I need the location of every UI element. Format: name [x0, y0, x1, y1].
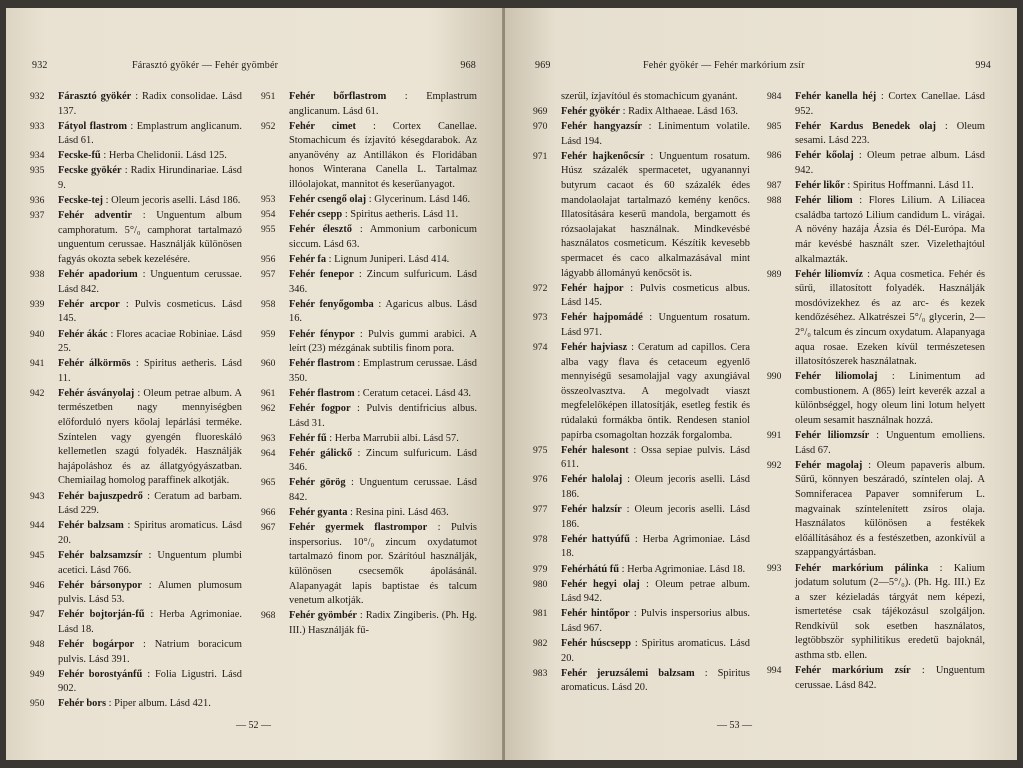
right-page	[505, 8, 1017, 760]
entry-text: : Spiritus aromaticus. Lásd 20.	[58, 520, 242, 546]
entry-text: : Oleum jecoris aselli. Lásd 186.	[561, 474, 750, 501]
entry-number: 962	[261, 402, 276, 414]
dictionary-entry	[30, 357, 242, 386]
entry-number: 932	[30, 91, 45, 102]
entry-text: : Natrium boracicum pulvis. Lásd 391.	[58, 638, 243, 665]
entry-text: : Unguentum emolliens. Lásd 67.	[795, 430, 985, 456]
entry-headword: Fehér jeruzsálemi balzsam	[561, 667, 695, 679]
right-header-title: Fehér gyökér — Fehér markórium zsír	[643, 60, 805, 71]
entry-number: 945	[30, 549, 45, 561]
entry-number: 976	[533, 474, 548, 486]
entry-text: : Alumen plumosum pulvis. Lásd 53.	[58, 579, 242, 606]
entry-text: : Herba Marrubii albi. Lásd 57.	[329, 432, 459, 444]
entry-headword: Fehér bors	[58, 698, 107, 710]
entry-headword: Fehér ásványolaj	[58, 387, 135, 399]
entry-headword: Fehér cimet	[289, 120, 356, 132]
entry-headword: Fehér kőolaj	[795, 150, 854, 162]
entry-number: 943	[30, 490, 45, 502]
entry-number: 935	[30, 165, 45, 177]
entry-text: : Flores Lilium. A Liliacea családba tartozó Lilium candidum L. virágai. A növény hazája Ázsia és Dél-Európa. Ma már kevésbé használt szer. Vizelethajtóul alkalmazták.	[795, 195, 985, 265]
entry-number: 937	[30, 210, 45, 222]
entry-headword: Fehér hegyi olaj	[561, 578, 640, 590]
dictionary-entry	[533, 341, 750, 443]
entry-headword: Fecske gyökér	[58, 165, 122, 177]
right-column-2	[767, 90, 985, 694]
entry-number: 941	[30, 358, 45, 370]
dictionary-entry	[261, 432, 477, 447]
entry-number: 953	[261, 194, 276, 206]
entry-headword: Fátyol flastrom	[58, 120, 128, 132]
dictionary-entry	[261, 521, 477, 609]
entry-number: 989	[767, 268, 782, 280]
entry-text: : Radix Zingiberis. (Ph. Hg. III.) Használják fű-	[289, 610, 477, 636]
entry-text: : Cortex Canellae. Lásd 952.	[795, 91, 985, 117]
entry-number: 994	[767, 665, 782, 677]
dictionary-entry	[533, 105, 750, 120]
dictionary-entry	[767, 268, 985, 370]
entry-number: 954	[261, 209, 276, 221]
entry-text: : Pulvis cosmeticus albus. Lásd 145.	[561, 282, 750, 309]
dictionary-entry	[30, 579, 242, 608]
entry-headword: Fehér likőr	[795, 180, 845, 192]
entry-number: 965	[261, 477, 276, 489]
entry-text: : Zincum sulfuricum. Lásd 346.	[289, 447, 477, 474]
entry-number: 975	[533, 444, 548, 456]
entry-text: : Unguentum rosatum. Lásd 971.	[561, 312, 750, 338]
dictionary-entry	[30, 668, 242, 697]
entry-number: 946	[30, 579, 45, 591]
entry-headword: Fehér görög	[289, 477, 346, 489]
entry-number: 987	[767, 180, 782, 192]
entry-headword: Fehér balzsam	[58, 520, 124, 532]
entry-headword: Fehér fa	[289, 254, 327, 266]
entry-headword: Fehér hajkenőcsír	[561, 150, 645, 162]
entry-headword: Fehér Kardus Benedek olaj	[795, 120, 936, 132]
entry-number: 968	[261, 610, 276, 622]
dictionary-entry	[30, 120, 242, 149]
dictionary-entry	[767, 120, 985, 149]
entry-number: 956	[261, 254, 276, 266]
dictionary-entry	[261, 90, 477, 119]
entry-headword: Fehér gyömbér	[289, 610, 357, 622]
entry-number: 992	[767, 459, 782, 471]
entry-text: : Herba Agrimoniae. Lásd 18.	[58, 609, 242, 635]
dictionary-entry	[261, 223, 477, 252]
entry-headword: Fehér bogárpor	[58, 638, 135, 650]
dictionary-entry	[533, 578, 750, 607]
entry-text: : Agaricus albus. Lásd 16.	[289, 298, 477, 325]
dictionary-entry	[533, 637, 750, 666]
left-header-last-entry: 968	[460, 60, 476, 71]
dictionary-entry	[533, 563, 750, 578]
entry-number: 990	[767, 371, 782, 383]
entry-headword: Fecske-tej	[58, 195, 103, 207]
entry-number: 959	[261, 328, 276, 340]
entry-headword: Fehér bőrflastrom	[289, 91, 387, 102]
dictionary-entry	[767, 664, 985, 693]
dictionary-entry	[767, 370, 985, 428]
entry-headword: Fehérhátú fű	[561, 563, 620, 575]
entry-headword: Fehér fű	[289, 432, 327, 444]
entry-text: : Linimentum volatile. Lásd 194.	[561, 121, 750, 147]
dictionary-entry	[767, 90, 985, 119]
entry-headword: Fehér hattyúfű	[561, 533, 630, 545]
entry-text: : Oleum petrae album. A természetben nagy mennyiségben előforduló nyers kőolaj lepárlási terméke. Színtelen vagy gyengén fluoreskáló kellemetlen szagú folyadék. Használják hajápoláshoz és az állatgyógyászatban. Chemiailag homolog paraffinek alkotják.	[58, 387, 242, 487]
entry-headword: Fehér álkörmös	[58, 358, 131, 370]
dictionary-entry	[261, 328, 477, 357]
entry-text: : Lignum Juniperi. Lásd 414.	[328, 254, 450, 266]
right-header-page-number: 969	[535, 60, 551, 71]
entry-headword: Fehér bojtorján-fű	[58, 609, 145, 621]
entry-number: 936	[30, 195, 45, 207]
left-folio: — 52 —	[236, 720, 271, 731]
entry-number: 966	[261, 507, 276, 519]
entry-number: 942	[30, 387, 45, 399]
entry-headword: Fehér hajpor	[561, 282, 624, 294]
entry-headword: Fehér hangyazsír	[561, 121, 642, 133]
dictionary-entry	[261, 476, 477, 505]
entry-number: 991	[767, 430, 782, 442]
entry-text: : Linimentum ad combustionem. A (865) leírt keverék azzal a különbséggel, hogy oleum lini lotum helyett oleum sesamit használnak hozzá.	[795, 371, 985, 427]
entry-text: : Radix Althaeae. Lásd 163.	[622, 106, 739, 118]
entry-number: 938	[30, 269, 45, 281]
entry-text: : Kalium jodatum solutum (2—5°/₀). (Ph. Hg. III.) Ez a szer kézieladás tárgyát nem képezi, ismertetése csak tájékozásul szolgáljon. Rendkívül sok esetben használatos, legtöbbször syphilitikus eredetű bajoknál, asthma stb. ellen.	[795, 562, 985, 662]
entry-headword: Fehér halolaj	[561, 474, 623, 486]
entry-number: 949	[30, 668, 45, 680]
dictionary-entry	[533, 150, 750, 281]
entry-headword: Fehér halzsír	[561, 504, 622, 516]
dictionary-entry	[533, 282, 750, 311]
entry-number: 940	[30, 328, 45, 340]
dictionary-entry	[30, 164, 242, 193]
entry-text: : Zincum sulfuricum. Lásd 346.	[289, 269, 477, 295]
entry-text: : Unguentum plumbi acetici. Lásd 766.	[58, 549, 242, 576]
entry-number: 964	[261, 447, 276, 459]
entry-headword: Fehér csengő olaj	[289, 194, 367, 206]
entry-text: : Oleum petrae album. Lásd 942.	[561, 578, 750, 605]
dictionary-entry	[261, 609, 477, 638]
dictionary-entry	[261, 402, 477, 431]
entry-number: 972	[533, 282, 548, 294]
entry-text: : Unguentum cerussae. Lásd 842.	[289, 477, 477, 504]
entry-text: : Cortex Canellae. Stomachicum és ízjavító késegdarabok. Az anyanövény az Antillákon és Floridában honos Winterana Canella L. Tartalmaz illóolajokat, mannitot és keserűanyagot.	[289, 120, 477, 191]
entry-headword: Fehér gyökér	[561, 106, 620, 118]
entry-headword: Fehér hajviasz	[561, 342, 628, 354]
dictionary-entry	[261, 193, 477, 208]
dictionary-entry	[30, 490, 242, 519]
entry-text: : Radix Hirundinariae. Lásd 9.	[58, 165, 242, 192]
left-header-page-number: 932	[32, 60, 48, 71]
entry-text: : Aqua cosmetica. Fehér és sűrű, illatosított folyadék. Használják mosdóvizekhez és az arc- és kezek kendőzéséhez. Alkatrészei 5°/₀ glycerin, 2—2°/₀ talcum és zincum oxydatum. Alapanyaga aqua rosae. Ezeken kívül természetesen illatosítószerek használatnak.	[795, 268, 985, 368]
dictionary-entry	[30, 90, 242, 119]
entry-number: 933	[30, 120, 45, 132]
dictionary-entry	[261, 268, 477, 297]
entry-number: 981	[533, 608, 548, 620]
dictionary-entry	[30, 638, 242, 667]
dictionary-entry	[533, 607, 750, 636]
entry-headword: Fehér gyanta	[289, 507, 348, 519]
entry-text: : Glycerinum. Lásd 146.	[368, 194, 471, 206]
entry-number: 993	[767, 562, 782, 574]
entry-headword: Fehér markórium zsír	[795, 665, 911, 677]
entry-headword: Fehér fogpor	[289, 402, 351, 414]
entry-text: : Ceratum ad barbam. Lásd 229.	[58, 490, 242, 517]
entry-number: 960	[261, 358, 276, 370]
entry-number: 963	[261, 432, 276, 444]
entry-number: 944	[30, 520, 45, 532]
entry-number: 983	[533, 667, 548, 679]
entry-headword: Fehér arcpor	[58, 298, 120, 310]
entry-number: 985	[767, 120, 782, 132]
entry-headword: Fehér magolaj	[795, 459, 863, 471]
entry-text: : Pulvis cosmeticus. Lásd 145.	[58, 298, 242, 325]
left-header-title: Fárasztó gyökér — Fehér gyömbér	[132, 60, 279, 71]
dictionary-entry	[533, 473, 750, 502]
right-column-1	[533, 90, 750, 696]
dictionary-entry	[261, 120, 477, 193]
dictionary-entry	[533, 311, 750, 340]
dictionary-entry	[30, 608, 242, 637]
entry-number: 980	[533, 578, 548, 590]
entry-headword: Fehér gálickő	[289, 447, 353, 459]
dictionary-entry	[767, 429, 985, 458]
entry-headword: Fehér flastrom	[289, 387, 355, 399]
entry-headword: Fehér csepp	[289, 209, 343, 221]
dictionary-entry	[30, 328, 242, 357]
entry-headword: Fehér gyermek flastrompor	[289, 522, 428, 534]
entry-text: : Pulvis inspersorius albus. Lásd 967.	[561, 608, 750, 634]
entry-number: 939	[30, 298, 45, 310]
entry-number: 951	[261, 91, 276, 102]
entry-headword: Fehér liliomzsír	[795, 430, 870, 442]
dictionary-entry	[261, 387, 477, 402]
entry-headword: Fehér balzsamzsír	[58, 549, 143, 561]
dictionary-entry	[30, 268, 242, 297]
dictionary-entry	[261, 208, 477, 223]
entry-text: : Herba Chelidonii. Lásd 125.	[103, 150, 227, 162]
entry-text: : Emplastrum anglicanum. Lásd 61.	[58, 120, 242, 147]
entry-number: 984	[767, 91, 782, 102]
entry-number: 952	[261, 120, 276, 132]
left-column-1	[30, 90, 242, 712]
entry-text: : Piper album. Lásd 421.	[108, 698, 211, 710]
entry-text: : Herba Agrimoniae. Lásd 18.	[621, 563, 746, 575]
entry-text: : Spiritus aetheris. Lásd 11.	[58, 358, 242, 384]
entry-text: : Oleum jecoris aselli. Lásd 186.	[105, 195, 241, 207]
entry-text: : Ceratum ad capillos. Cera alba vagy flava és cetaceum egyenlő mennyiségű sesamolajjal vagy axungiával összeolvasztva. A megolvadt viaszt megfelelőképen illatosítják, esetleg festik és rúdalakú formákba öntik. Rendesen staniol papírba csomagoltan hozzák forgalomba.	[561, 342, 750, 441]
entry-number: 961	[261, 387, 276, 399]
entry-text: : Pulvis gummi arabici. A leírt (23) mézgának subtilis finom pora.	[289, 328, 477, 355]
right-folio: — 53 —	[717, 720, 752, 731]
dictionary-entry	[767, 179, 985, 194]
entry-text: : Ammonium carbonicum siccum. Lásd 63.	[289, 224, 477, 250]
entry-headword: Fehér apadorium	[58, 269, 138, 281]
dictionary-entry	[30, 209, 242, 267]
entry-headword: Fehér hajpomádé	[561, 312, 643, 324]
entry-headword: Fehér adventir	[58, 210, 132, 222]
entry-text: : Spiritus aromaticus. Lásd 20.	[561, 667, 750, 694]
entry-headword: Fehér borostyánfű	[58, 668, 143, 680]
entry-text: : Pulvis dentifricius albus. Lásd 31.	[289, 402, 477, 429]
entry-text: : Oleum jecoris aselli. Lásd 186.	[561, 504, 750, 530]
entry-number: 947	[30, 609, 45, 621]
entry-headword: Fehér flastrom	[289, 358, 355, 370]
entry-text: : Spiritus aetheris. Lásd 11.	[344, 209, 459, 221]
dictionary-entry	[30, 194, 242, 209]
entry-number: 979	[533, 563, 548, 575]
entry-headword: Fehér fenepor	[289, 269, 354, 281]
dictionary-entry	[533, 533, 750, 562]
entry-number: 948	[30, 638, 45, 650]
entry-headword: Fehér markórium pálinka	[795, 562, 929, 574]
entry-text: : Unguentum cerussae. Lásd 842.	[58, 269, 242, 295]
dictionary-entry	[533, 120, 750, 149]
entry-number: 955	[261, 224, 276, 236]
entry-number: 977	[533, 504, 548, 516]
entry-text: szerül, ízjavítóul és stomachicum gyanánt.	[561, 91, 738, 102]
left-page	[6, 8, 502, 760]
dictionary-entry	[30, 519, 242, 548]
entry-number: 958	[261, 298, 276, 310]
entry-number: 970	[533, 121, 548, 133]
entry-number: 957	[261, 269, 276, 281]
entry-text: : Unguentum rosatum. Húsz százalék spermacetet, ugyanannyi butyrum cacaot és 60 százalék édes mandolaolajat tartalmazó kemény kenőcs. Illatosítására keserű mandola, bergamott és rózsaolajakat használnak. Mindkevésbé használatos cosmeticum. Készítik kevesebb spermacet és caco alkalmazásával mint lágyabb állományú kenőcsöt is.	[561, 150, 750, 279]
dictionary-entry	[767, 459, 985, 561]
dictionary-entry	[261, 447, 477, 476]
entry-number: 982	[533, 637, 548, 649]
entry-headword: Fárasztó gyökér	[58, 91, 132, 102]
entry-number: 967	[261, 522, 276, 534]
entry-text: : Radix consolidae. Lásd 137.	[58, 91, 242, 117]
entry-headword: Fehér ákác	[58, 328, 108, 340]
entry-text: : Herba Agrimoniae. Lásd 18.	[561, 533, 750, 560]
entry-number: 971	[533, 150, 548, 162]
dictionary-entry	[30, 697, 242, 712]
entry-headword: Fehér liliomvíz	[795, 268, 864, 280]
entry-number: 950	[30, 698, 45, 710]
right-header-last-entry: 994	[975, 60, 991, 71]
entry-headword: Fehér bajuszpedrő	[58, 490, 143, 502]
entry-text: : Pulvis inspersorius. 10°/₀ zincum oxydatumot tartalmazó finom por. Szárítóul használják, különösen csecsemők ápolásánál. Alapanyagát lapis baptistae és talcum venetum alkotják.	[289, 522, 477, 607]
dictionary-entry	[261, 298, 477, 327]
entry-text: : Oleum sesami. Lásd 223.	[795, 120, 985, 147]
dictionary-entry	[30, 387, 242, 489]
entry-text: : Unguentum album camphoratum. 5°/₀ camphorat tartalmazó unguentum cerussae. Használják különösen fagyás okozta sebek kezelésére.	[58, 210, 242, 266]
entry-headword: Fehér fenyőgomba	[289, 298, 374, 310]
entry-headword: Fehér élesztő	[289, 224, 352, 236]
entry-headword: Fehér húscsepp	[561, 637, 632, 649]
entry-text: : Folia Ligustri. Lásd 902.	[58, 668, 242, 695]
entry-number: 973	[533, 312, 548, 324]
entry-headword: Fehér liliomolaj	[795, 371, 878, 383]
entry-headword: Fehér kanella héj	[795, 91, 877, 102]
entry-text: : Spiritus aromaticus. Lásd 20.	[561, 637, 750, 664]
entry-text: : Unguentum cerussae. Lásd 842.	[795, 665, 985, 691]
dictionary-entry	[533, 503, 750, 532]
entry-text: : Resina pini. Lásd 463.	[350, 507, 449, 519]
entry-text: : Ceratum cetacei. Lásd 43.	[357, 387, 471, 399]
dictionary-entry	[261, 357, 477, 386]
entry-headword: Fehér fénypor	[289, 328, 355, 340]
entry-text: : Emplastrum cerussae. Lásd 350.	[289, 358, 477, 384]
dictionary-entry	[261, 506, 477, 521]
entry-headword: Fecske-fű	[58, 150, 101, 162]
entry-number: 934	[30, 150, 45, 162]
dictionary-entry	[767, 149, 985, 178]
left-column-2	[261, 90, 477, 639]
dictionary-entry	[30, 149, 242, 164]
entry-number: 969	[533, 106, 548, 118]
entry-text: : Flores acaciae Robiniae. Lásd 25.	[58, 328, 242, 355]
entry-text: : Oleum papaveris album. Sűrű, könnyen beszáradó, színtelen olaj. A Somniferacea Papaver somniferum L. magvainak színtelenített zsíros olaja. Használatos különösen a festékek előállításához és a festészetben, azonkívül a szappangyártásban.	[795, 459, 986, 559]
dictionary-entry	[30, 298, 242, 327]
dictionary-entry	[261, 253, 477, 268]
entry-headword: Fehér bársonypor	[58, 579, 142, 591]
entry-number: 986	[767, 150, 782, 162]
entry-text: : Emplastrum anglicanum. Lásd 61.	[289, 91, 477, 117]
entry-text: : Ossa sepiae pulvis. Lásd 611.	[561, 444, 750, 471]
dictionary-entry	[767, 562, 985, 664]
entry-number: 978	[533, 533, 548, 545]
dictionary-entry	[533, 444, 750, 473]
dictionary-entry	[533, 667, 750, 696]
entry-text: : Spiritus Hoffmanni. Lásd 11.	[847, 180, 974, 192]
dictionary-entry	[30, 549, 242, 578]
entry-continuation	[533, 90, 750, 105]
entry-number: 974	[533, 342, 548, 354]
entry-number: 988	[767, 195, 782, 207]
entry-headword: Fehér hintőpor	[561, 608, 630, 620]
dictionary-entry	[767, 194, 985, 267]
entry-headword: Fehér liliom	[795, 195, 853, 207]
entry-headword: Fehér halesont	[561, 444, 629, 456]
entry-text: : Oleum petrae album. Lásd 942.	[795, 150, 985, 176]
